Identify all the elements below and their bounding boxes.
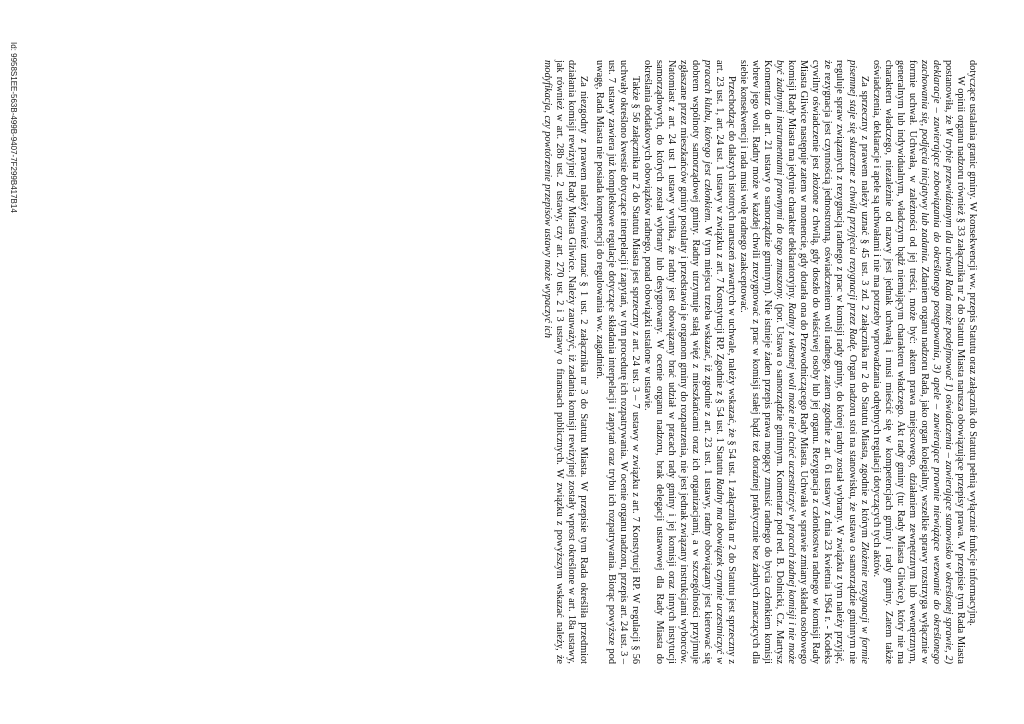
italic-text-run: Radny z własnej woli może nie chcieć uczestniczyć w pracach żadnej komisji i nie może być żadnymi instrumentami prawnymi do tego zmuszony. [774, 60, 798, 664]
text-run: Zdaniem organu nadzoru Rada, jako organ kolegialny, wszelkie sprawy rozstrzyga wyłącznie w formie uchwał. Uchwała, w zależności od jej treści, może być: aktem prawa miejscowego, działaniem zewnętrznym lub wewnętrznym, generalnym lub indywidualnym, władczym bądź niemającym charakteru władczego. Akt rady gminy (tu: Rady Miasta Gliwice), który nie ma charakteru władczego, niezależnie od nazwy jest jednak uchwałą i musi mieścić się w kompetencjach gminy i rady gminy. Zatem także oświadczenia, deklaracje i apele są uchwałami i nie ma potrzeby wprowadzania odrębnych regulacji dotyczących tych aktów. [870, 60, 930, 664]
italic-text-run: modyfikacja, czy powtórzenie przepisów ustawy może wypaczyć ich [542, 60, 554, 338]
text-run: W tym miejscu trzeba wskazać, iż zgodnie z art. 23 ust. 1 ustawy, radny obowiązany jest kierować się dobrem wspólnoty samorządowej gminy. Radny utrzymuje stałą więź z mieszkańcami oraz ich organizacjami, a w szczególności przyjmuje zgłaszane przez mieszkańców gminy postulaty i przedstawia je organom gminy do rozpatrzenia, nie jest jednak związany instrukcjami wyborców. Natomiast z art. 24 ust 1 ustawy wynika, że radny jest obowiązany brać udział w pracach rady gminy i jej komisji oraz innych instytucji samorządowych, do których został wybrany lub desygnowany. W ocenie organu nadzoru, brak delegacji ustawowej dla Rady Miasta do określania dodatkowych obowiązków radnego, ponad obowiązki ustalone w ustawie. [641, 60, 713, 664]
paragraph [870, 60, 966, 664]
document-id-footer: Id: 9958S1EE-563B-499B-9407-7F299B417B14 [9, 42, 18, 213]
document-body [541, 60, 978, 664]
italic-text-run: Radny ma obowiązek czynnie uczestniczyć w pracach klubu, którego jest członkiem. [701, 60, 726, 664]
text-run: Także § 56 załącznika nr 2 do Statutu Miasta jest sprzeczny z art. 24 ust. 3 – 7 ustawy w związku z art. 7 Konstytucji RP. W regulacji § 56 uchwały określono kwestie dotyczące interpelacji i zapytań, w tym procedurę ich rozpatrywania. W ocenie organu nadzoru, przepis art. 24 ust. 3 – ust. 7 ustawy zawiera już kompleksowe regulacje dotyczące składania interpelacji i zapytań oraz trybu ich rozpatrywania. Biorąc powyższe pod uwagę, Rada Miasta nie posiada kompetencji do regulowania ww. zagadnień. [593, 60, 641, 664]
paragraph [593, 60, 641, 664]
paragraph [541, 60, 589, 664]
paragraph [641, 60, 737, 664]
text-run: Za niezgodny z prawem należy również uznać § 1 ust. 2 załącznika nr 3 do Statutu Miasta. W przepisie tym Rada określiła przedmiot działania komisji rewizyjnej Rady Miasta Gliwice. Należy zauważyć, iż zadania komisji rewizyjnej zostały wprost określone w art. 18a ustawy, jak również w art. 28b ust. 2 ustawy, czy art. 270 ust. 2 i 3 ustawy o finansach publicznych. W związku z powyższym wskazać należy, że [554, 60, 590, 664]
text-run: (por. Ustawa o samorządzie gminnym. Komentarz pod red. B. Dolnicki, Cz. Martysz Komentarz do art. 21 ustawy o samorządzie gminnym). Nie istnieje żaden przepis prawa mogący zmusić radnego do bycia członkiem komisji wbrew jego woli. Radny może w każdej chwili zrezygnować z prac w komisji stałej bądź też doraźnej praktycznie bez żadnych znaczących dla siebie konsekwencji i rada musi wolę radnego zaakceptować. [738, 60, 786, 664]
text-run: Organ nadzoru stoi na stanowisku, że ustawa o samorządzie gminnym nie reguluje spraw związanych z rezygnacją radnego z prac w komisji rady gminy, do której radny został wybrany. W związku z tym należy przyjąć, że rezygnacja jest czynnością jednostronną, oświadczeniem woli radnego, zatem zgodnie z art. 61 ustawy z dnia 23 kwietnia 1964 r. - Kodeks cywilny oświadczenie jest złożone z chwilą, gdy doszło do właściwej osoby lub jej organu. Rezygnacja z członkostwa radnego w komisji Rady Miasta Gliwice następuje zatem w momencie, gdy dotarła ona do Przewodniczącego Rady Miasta. Uchwała w sprawie zmiany składu osobowego komisji Rady Miasta ma jedynie charakter deklaratoryjny. [786, 60, 858, 664]
text-run: dotyczące ustalania granic gminy. W konsekwencji ww. przepis Statutu oraz załącznik do Statutu pełnią wyłącznie funkcje informacyjną. [967, 60, 978, 626]
italic-text-run: Złożenie rezygnacji w formie pisemnej staje się skuteczne z chwilą przyjęcia rezygnacji przez Radę. [846, 60, 870, 664]
paragraph [966, 60, 978, 664]
text-run: W opinii organu nadzoru również § 33 załącznika nr 2 do Statutu Miasta narusza obowiązujące przepisy prawa. W przepisie tym Rada Miasta postanowiła, że [942, 60, 966, 664]
paragraph [737, 60, 870, 664]
text-run: Za sprzeczny z prawem należy uznać § 45 ust. 3 zd. 2 załącznika nr 2 do Statutu Miasta, zgodnie z którym [858, 76, 870, 542]
italic-text-run: W trybie przewidzianym dla uchwał Rada może podejmować 1) oświadczenia – zawierające stanowisko w określonej sprawie, 2) deklaracje – zawierające zobowiązania do określonego postępowania, 3) apele – zawierające prawnie niewiążące wezwanie do określonego zachowania się, podjęcia inicjatywy lub zadania. [918, 60, 954, 665]
text-run: Przechodząc do dalszych istotnych naruszeń zawartych w uchwale, należy wskazać, że § 54 ust. 1 załącznika nr 2 do Statutu jest sprzeczny z art. 23 ust. 1, art. 24 ust. 1 ustawy w związku z art. 7 Konstytucji RP. Zgodnie z § 54 ust. 1 Statutu [714, 60, 738, 664]
